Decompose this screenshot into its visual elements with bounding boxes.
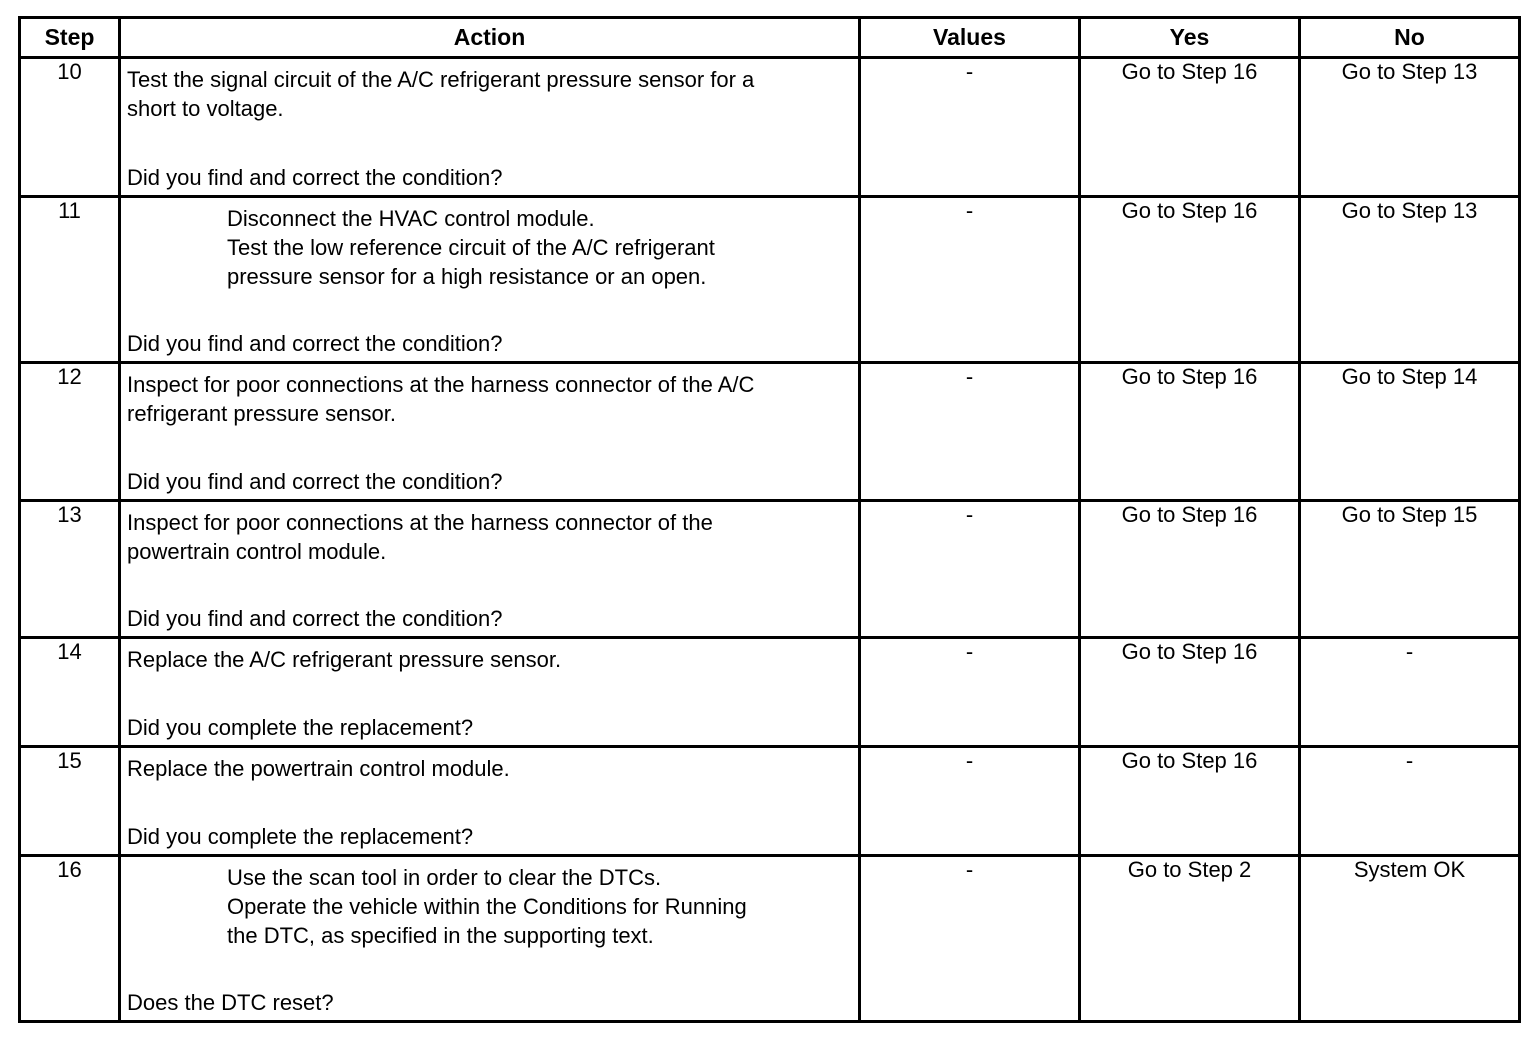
header-yes: Yes [1080, 18, 1300, 58]
no-cell: Go to Step 13 [1300, 58, 1520, 197]
action-line: Inspect for poor connections at the harness connector of the [127, 510, 713, 535]
action-question: Did you find and correct the condition? [127, 331, 503, 356]
values-cell: - [860, 501, 1080, 638]
action-line: Inspect for poor connections at the harness connector of the A/C [127, 372, 755, 397]
action-cell [120, 747, 860, 856]
yes-cell: Go to Step 16 [1080, 638, 1300, 747]
values-cell: - [860, 747, 1080, 856]
step-number: 12 [20, 363, 120, 501]
action-line: Replace the A/C refrigerant pressure sensor. [127, 647, 562, 672]
action-question: Does the DTC reset? [127, 990, 334, 1015]
action-line: powertrain control module. [127, 539, 387, 564]
action-line: refrigerant pressure sensor. [127, 401, 397, 426]
table-row [20, 856, 1520, 1022]
action-cell [120, 363, 860, 501]
header-action: Action [120, 18, 860, 58]
step-number: 15 [20, 747, 120, 856]
no-cell: Go to Step 13 [1300, 197, 1520, 363]
yes-cell: Go to Step 16 [1080, 501, 1300, 638]
yes-cell: Go to Step 16 [1080, 363, 1300, 501]
diagnostic-table [18, 16, 1521, 1023]
table-row [20, 501, 1520, 638]
values-cell: - [860, 197, 1080, 363]
no-cell: - [1300, 747, 1520, 856]
action-question: Did you find and correct the condition? [127, 606, 503, 631]
yes-cell: Go to Step 16 [1080, 747, 1300, 856]
action-line: the DTC, as specified in the supporting text. [227, 923, 654, 948]
table-row [20, 197, 1520, 363]
action-question: Did you complete the replacement? [127, 715, 474, 740]
step-number: 13 [20, 501, 120, 638]
step-number: 11 [20, 197, 120, 363]
action-cell [120, 856, 860, 1022]
header-step: Step [20, 18, 120, 58]
no-cell: Go to Step 15 [1300, 501, 1520, 638]
values-cell: - [860, 363, 1080, 501]
header-values: Values [860, 18, 1080, 58]
table-row [20, 747, 1520, 856]
action-line: Disconnect the HVAC control module. [227, 206, 595, 231]
table-row [20, 638, 1520, 747]
action-cell [120, 58, 860, 197]
action-cell [120, 501, 860, 638]
step-number: 16 [20, 856, 120, 1022]
no-cell: - [1300, 638, 1520, 747]
action-question: Did you complete the replacement? [127, 824, 474, 849]
header-row [20, 18, 1520, 58]
action-question: Did you find and correct the condition? [127, 469, 503, 494]
action-line: pressure sensor for a high resistance or an open. [227, 264, 707, 289]
action-question: Did you find and correct the condition? [127, 165, 503, 190]
values-cell: - [860, 856, 1080, 1022]
table-row [20, 58, 1520, 197]
table-row [20, 363, 1520, 501]
step-number: 10 [20, 58, 120, 197]
action-line: Test the signal circuit of the A/C refrigerant pressure sensor for a [127, 67, 755, 92]
no-cell: System OK [1300, 856, 1520, 1022]
step-number: 14 [20, 638, 120, 747]
action-line: Operate the vehicle within the Conditions for Running [227, 894, 747, 919]
values-cell: - [860, 58, 1080, 197]
action-cell [120, 197, 860, 363]
yes-cell: Go to Step 16 [1080, 58, 1300, 197]
header-no: No [1300, 18, 1520, 58]
yes-cell: Go to Step 2 [1080, 856, 1300, 1022]
action-line: Test the low reference circuit of the A/C refrigerant [227, 235, 715, 260]
action-line: short to voltage. [127, 96, 284, 121]
action-line: Replace the powertrain control module. [127, 756, 510, 781]
action-line: Use the scan tool in order to clear the DTCs. [227, 865, 662, 890]
yes-cell: Go to Step 16 [1080, 197, 1300, 363]
action-cell [120, 638, 860, 747]
no-cell: Go to Step 14 [1300, 363, 1520, 501]
values-cell: - [860, 638, 1080, 747]
